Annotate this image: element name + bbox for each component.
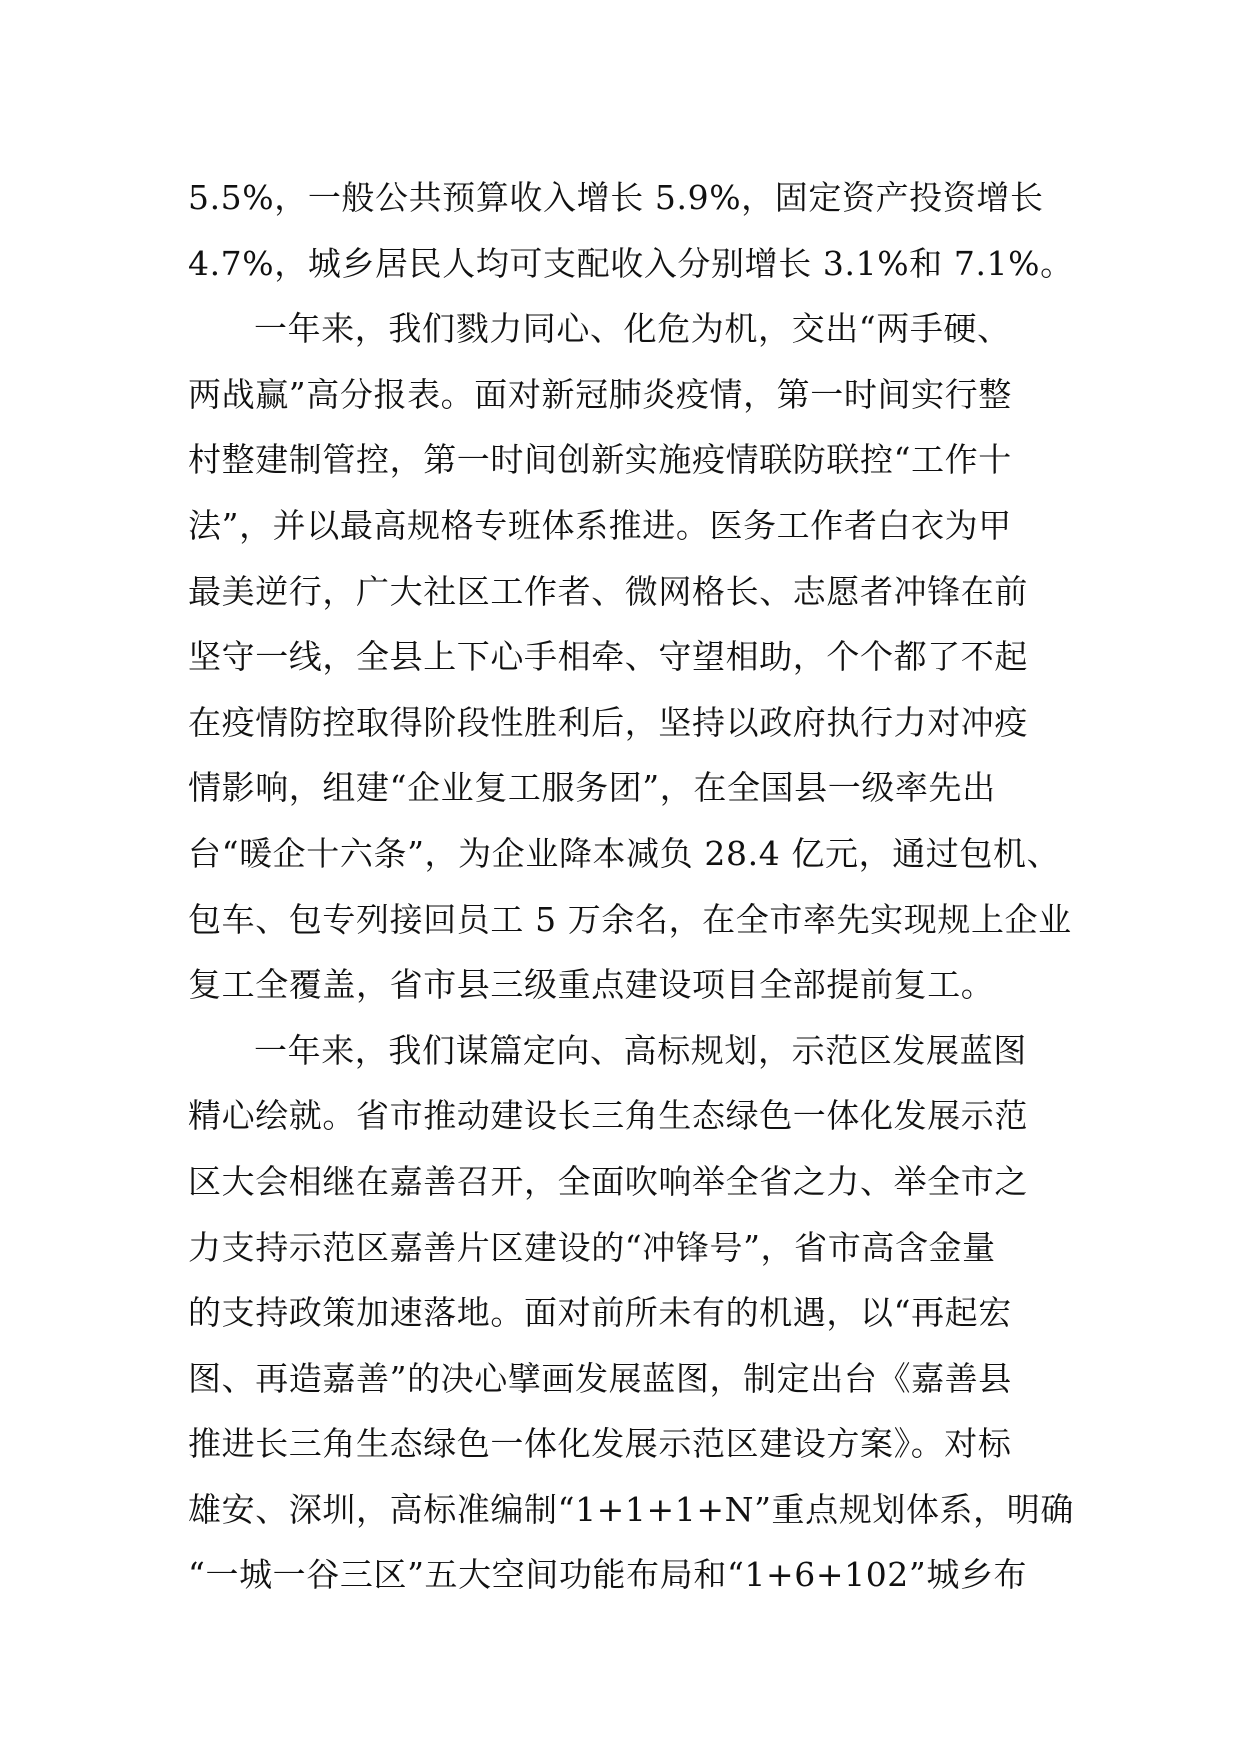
text-line: 的支持政策加速落地。面对前所未有的机遇，以“再起宏	[188, 1293, 1012, 1333]
text-line: 推进长三角生态绿色一体化发展示范区建设方案》。对标	[188, 1424, 1012, 1464]
text-line: 力支持示范区嘉善片区建设的“冲锋号”，省市高含金量	[188, 1227, 996, 1267]
text-line: 雄安、深圳，高标准编制“1+1+1+N”重点规划体系，明确	[188, 1489, 1074, 1529]
text-line: 区大会相继在嘉善召开，全面吹响举全省之力、举全市之	[188, 1161, 1028, 1201]
body-text	[188, 165, 1074, 1608]
text-line: 坚守一线，全县上下心手相牵、守望相助，个个都了不起	[188, 637, 1028, 677]
text-line: 图、再造嘉善”的决心擘画发展蓝图，制定出台《嘉善县	[188, 1358, 1012, 1398]
text-line: “一城一谷三区”五大空间功能布局和“1+6+102”城乡布	[188, 1555, 1028, 1595]
text-line: 在疫情防控取得阶段性胜利后，坚持以政府执行力对冲疫	[188, 702, 1028, 742]
text-line: 最美逆行，广大社区工作者、微网格长、志愿者冲锋在前	[188, 571, 1028, 611]
text-line: 精心绘就。省市推动建设长三角生态绿色一体化发展示范	[188, 1096, 1028, 1136]
text-line: 包车、包专列接回员工 5 万余名，在全市率先实现规上企业	[188, 899, 1072, 939]
text-line: 两战赢”高分报表。面对新冠肺炎疫情，第一时间实行整	[188, 374, 1012, 414]
text-line: 台“暖企十六条”，为企业降本减负 28.4 亿元，通过包机、	[188, 833, 1061, 873]
text-line: 5.5%，一般公共预算收入增长 5.9%，固定资产投资增长	[188, 178, 1044, 217]
text-line: 村整建制管控，第一时间创新实施疫情联防联控“工作十	[188, 440, 1012, 480]
text-line: 复工全覆盖，省市县三级重点建设项目全部提前复工。	[188, 965, 995, 1005]
paragraph-start-line: 一年来，我们戮力同心、化危为机，交出“两手硬、	[254, 309, 1011, 349]
text-line: 4.7%，城乡居民人均可支配收入分别增长 3.1%和 7.1%。	[188, 243, 1074, 283]
paragraph-start-line: 一年来，我们谋篇定向、高标规划，示范区发展蓝图	[254, 1030, 1027, 1070]
text-line: 法”，并以最高规格专班体系推进。医务工作者白衣为甲	[188, 505, 1012, 545]
text-line: 情影响，组建“企业复工服务团”，在全国县一级率先出	[188, 768, 996, 808]
